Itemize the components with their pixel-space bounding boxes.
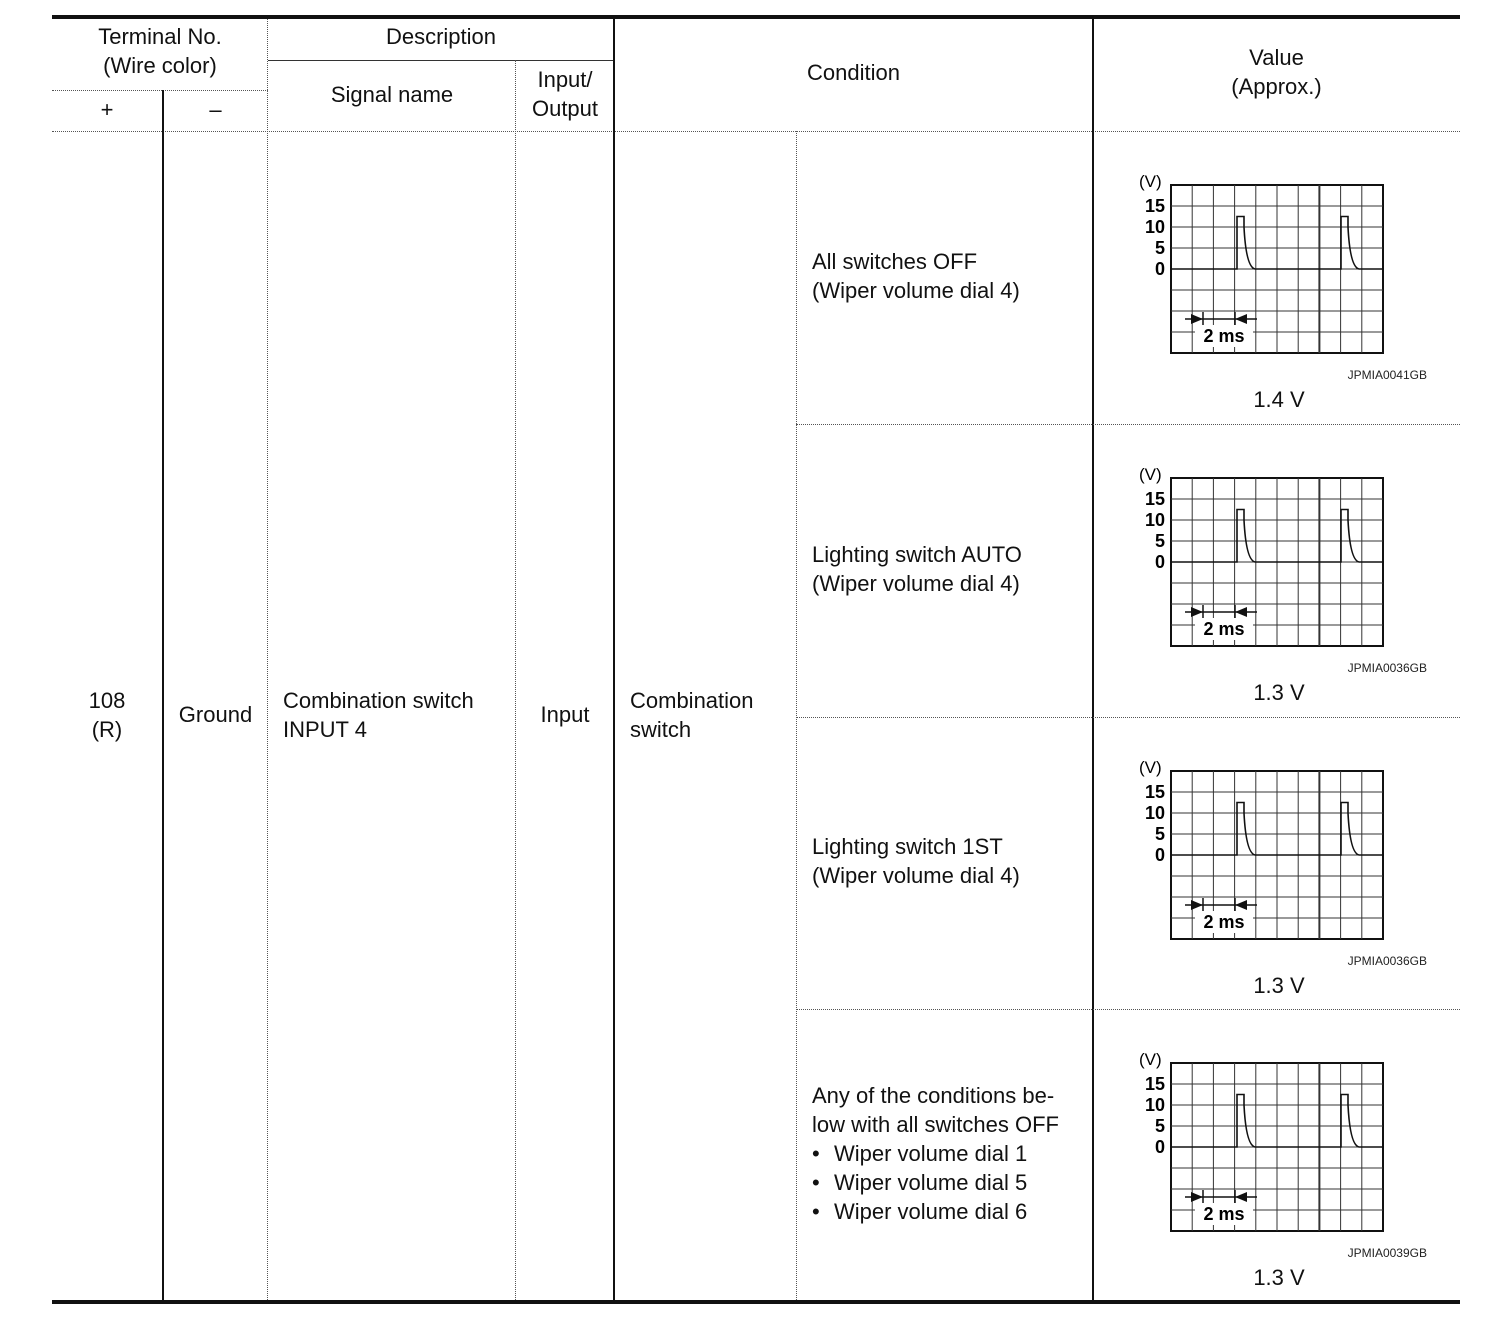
vline-after-io <box>613 19 615 1300</box>
condition-bullet: • Wiper volume dial 1 <box>812 1141 1028 1166</box>
oscilloscope-waveform <box>1093 424 1460 717</box>
vline-terminal-split <box>162 90 164 1300</box>
oscilloscope-waveform <box>1093 131 1460 424</box>
figure-code: JPMIA0036GB <box>1347 661 1427 675</box>
vline-after-terminal <box>267 19 268 1300</box>
terminal-minus-cell: Ground <box>178 702 253 727</box>
scope-time-arrowhead <box>1235 1192 1247 1202</box>
scope-unit-label: (V) <box>1139 172 1162 191</box>
scope-unit-label: (V) <box>1139 758 1162 777</box>
scope-y-tick: 15 <box>1144 196 1165 216</box>
scope-y-tick: 5 <box>1154 824 1165 844</box>
scope-y-tick: 10 <box>1144 510 1165 530</box>
scope-y-tick: 15 <box>1144 489 1165 509</box>
scope-time-label: 2 ms <box>1203 912 1245 932</box>
scope-time-label: 2 ms <box>1203 619 1245 639</box>
scope-time-arrowhead <box>1191 1192 1203 1202</box>
figure-code: JPMIA0039GB <box>1347 1246 1427 1260</box>
condition-group-cell: Combination switch <box>630 688 754 742</box>
header-terminal-no: Terminal No. (Wire color) <box>98 24 222 78</box>
terminal-plus-cell: 108 (R) <box>88 688 126 742</box>
vline-after-signal <box>515 60 516 1300</box>
vline-condition-split <box>796 131 797 1300</box>
scope-y-tick: 5 <box>1154 531 1165 551</box>
condition-text: Any of the conditions be- low with all switches OFF • Wiper volume dial 1 • Wiper volume dial 5 • Wiper volume dial 6 <box>812 1083 1059 1224</box>
figure-code: JPMIA0041GB <box>1347 368 1427 382</box>
scope-time-arrowhead <box>1191 900 1203 910</box>
scope-y-tick: 15 <box>1144 782 1165 802</box>
header-line-terminal <box>52 90 268 91</box>
scope-time-arrowhead <box>1191 314 1203 324</box>
scope-time-arrowhead <box>1235 607 1247 617</box>
approx-value: 1.3 V <box>1253 680 1305 705</box>
header-signal-name: Signal name <box>330 82 454 107</box>
scope-y-tick: 0 <box>1154 259 1165 279</box>
scope-time-arrowhead <box>1235 314 1247 324</box>
condition-text: All switches OFF (Wiper volume dial 4) <box>812 249 1020 303</box>
scope-y-tick: 10 <box>1144 803 1165 823</box>
scope-y-tick: 5 <box>1154 238 1165 258</box>
header-condition: Condition <box>807 60 900 85</box>
condition-text: Lighting switch 1ST (Wiper volume dial 4) <box>812 834 1020 888</box>
oscilloscope-waveform <box>1093 1009 1460 1302</box>
scope-time-arrowhead <box>1235 900 1247 910</box>
condition-bullet: • Wiper volume dial 5 <box>812 1170 1028 1195</box>
scope-unit-label: (V) <box>1139 465 1162 484</box>
approx-value: 1.4 V <box>1253 387 1305 412</box>
approx-value: 1.3 V <box>1253 1265 1305 1290</box>
scope-y-tick: 0 <box>1154 552 1165 572</box>
scope-y-tick: 10 <box>1144 217 1165 237</box>
scope-time-arrowhead <box>1191 607 1203 617</box>
scope-y-tick: 5 <box>1154 1116 1165 1136</box>
approx-value: 1.3 V <box>1253 973 1305 998</box>
scope-y-tick: 0 <box>1154 845 1165 865</box>
header-description: Description <box>385 24 497 49</box>
top-rule <box>52 15 1460 19</box>
header-minus: – <box>209 97 222 122</box>
signal-name-cell: Combination switch INPUT 4 <box>283 688 474 742</box>
figure-code: JPMIA0036GB <box>1347 954 1427 968</box>
scope-time-label: 2 ms <box>1203 326 1245 346</box>
header-input-output: Input/ Output <box>531 67 599 121</box>
header-line-desc <box>268 60 614 61</box>
condition-bullet: • Wiper volume dial 6 <box>812 1199 1028 1224</box>
scope-y-tick: 15 <box>1144 1074 1165 1094</box>
header-plus: + <box>100 97 114 122</box>
scope-time-label: 2 ms <box>1203 1204 1245 1224</box>
oscilloscope-waveform <box>1093 717 1460 1010</box>
scope-y-tick: 0 <box>1154 1137 1165 1157</box>
io-cell: Input <box>540 702 590 727</box>
scope-y-tick: 10 <box>1144 1095 1165 1115</box>
scope-unit-label: (V) <box>1139 1050 1162 1069</box>
condition-text: Lighting switch AUTO (Wiper volume dial 4) <box>812 542 1022 596</box>
header-value: Value (Approx.) <box>1231 45 1322 99</box>
